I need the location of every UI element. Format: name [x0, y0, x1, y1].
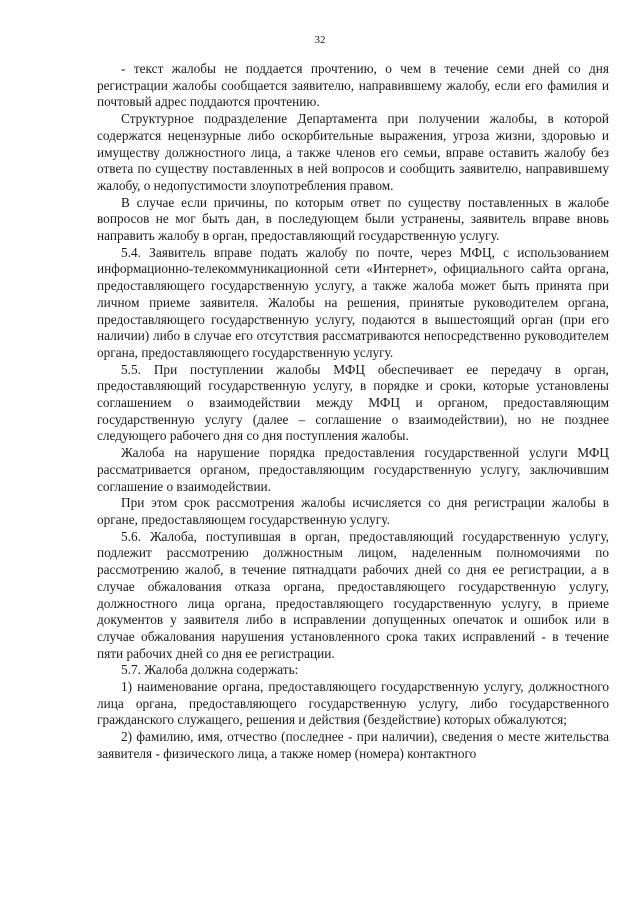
page-number: 32: [314, 34, 326, 46]
paragraph-resubmission: В случае если причины, по которым ответ по существу поставленных в жалобе вопросов не мог быть дан, в последующем были устранены, заявитель вправе вновь направить жалобу в орган, предоставляющий государственную услугу.: [97, 194, 609, 244]
list-item-2: 2) фамилию, имя, отчество (последнее - при наличии), сведения о месте жительства заявителя - физического лица, а также номер (номера) контактного: [97, 729, 609, 761]
paragraph-review-period: При этом срок рассмотрения жалобы исчисляется со дня регистрации жалобы в органе, предоставляющем государственную услугу.: [97, 495, 609, 527]
paragraph-5-7: 5.7. Жалоба должна содержать:: [121, 662, 299, 678]
paragraph-mfc-complaint: Жалоба на нарушение порядка предоставления государственной услуги МФЦ рассматривается органом, предоставляющим государственную услугу, заключившим соглашение о взаимодействии.: [97, 445, 609, 494]
list-item-1: 1) наименование органа, предоставляющего государственную услугу, должностного лица органа, предоставляющего государственную услугу, либо государственного гражданского служащего, решения и действия (бездействие) которых обжалуются;: [97, 679, 609, 728]
document-body: [97, 61, 609, 763]
paragraph-offensive-complaint: Структурное подразделение Департамента при получении жалобы, в которой содержатся нецензурные либо оскорбительные выражения, угроза жизни, здоровью и имуществу должностного лица, а также членов его семьи, вправе оставить жалобу без ответа по существу поставленных в ней вопросов и сообщить заявителю, направившему жалобу, о недопустимости злоупотребления правом.: [97, 111, 609, 193]
paragraph-5-5: 5.5. При поступлении жалобы МФЦ обеспечивает ее передачу в орган, предоставляющий государственную услугу, в порядке и сроки, которые установлены соглашением о взаимодействии между МФЦ и органом, предоставляющим государственную услугу (далее – соглашение о взаимодействии), но не позднее следующего рабочего дня со дня поступления жалобы.: [97, 361, 609, 444]
paragraph-5-6: 5.6. Жалоба, поступившая в орган, предоставляющий государственную услугу, подлежит рассмотрению должностным лицом, наделенным полномочиями по рассмотрению жалоб, в течение пятнадцати рабочих дней со дня ее регистрации, а в случае обжалования отказа органа, предоставляющего государственную услугу, должностного лица органа, предоставляющего государственную услугу, в приеме документов у заявителя либо в исправлении допущенных опечаток и ошибок или в случае обжалования нарушения установленного срока таких исправлений - в течение пяти рабочих дней со дня ее регистрации.: [97, 528, 609, 661]
paragraph-unreadable-text: - текст жалобы не поддается прочтению, о чем в течение семи дней со дня регистрации жалобы сообщается заявителю, направившему жалобу, если его фамилия и почтовый адрес поддаются прочтению.: [97, 61, 609, 110]
paragraph-5-4: 5.4. Заявитель вправе подать жалобу по почте, через МФЦ, с использованием информационно-телекоммуникационной сети «Интернет», официального сайта органа, предоставляющего государственную услугу, а также жалоба может быть принята при личном приеме заявителя. Жалобы на решения, принятые руководителем органа, предоставляющего государственную услугу, подаются в вышестоящий орган (при его наличии) либо в случае его отсутствия рассматриваются непосредственно руководителем органа, предоставляющего государственную услугу.: [97, 244, 609, 360]
